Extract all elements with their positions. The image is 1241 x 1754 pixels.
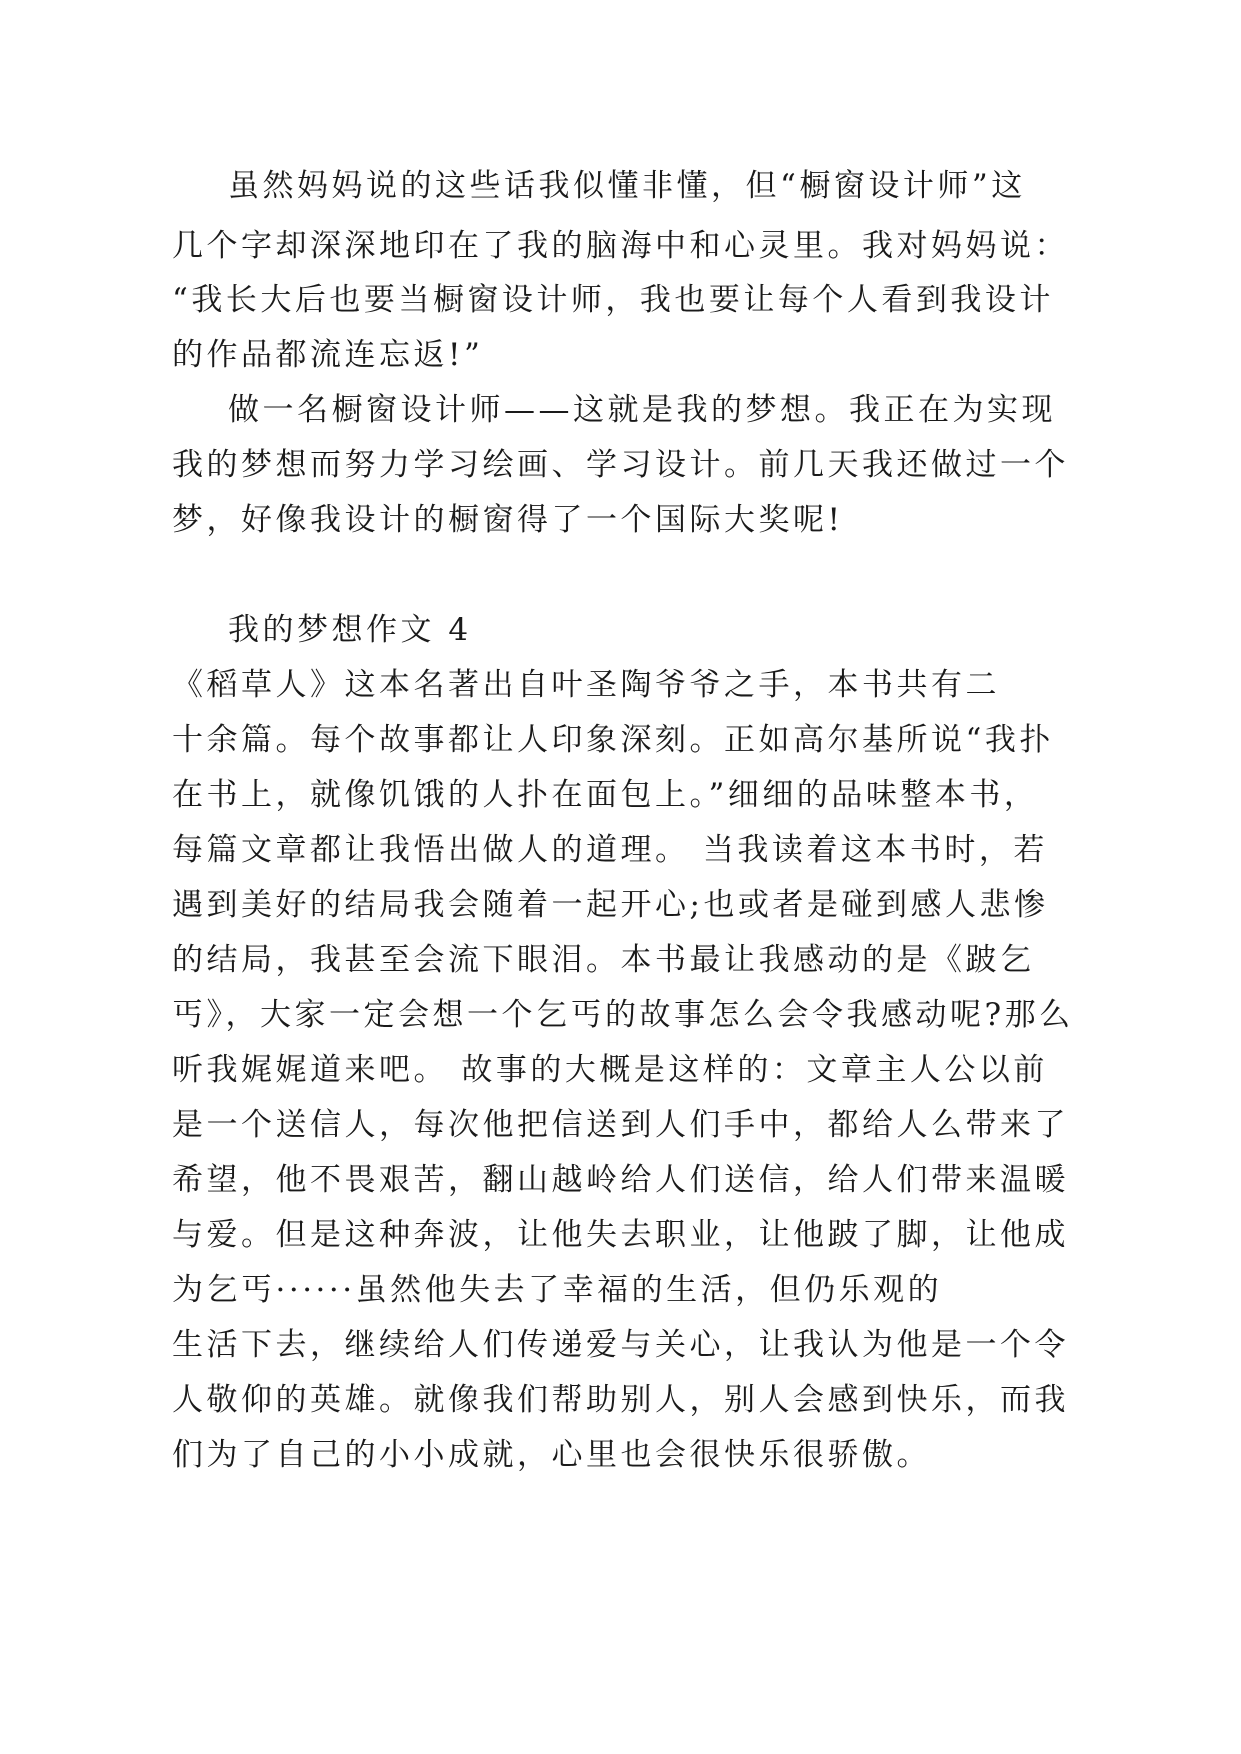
- paragraph-line: 的结局，我甚至会流下眼泪。本书最让我感动的是《跛乞: [172, 942, 1035, 978]
- paragraph-line: 生活下去，继续给人们传递爱与关心，让我认为他是一个令: [172, 1327, 1069, 1363]
- paragraph-line: 做一名橱窗设计师——这就是我的梦想。我正在为实现: [228, 392, 1056, 428]
- paragraph-line: 的作品都流连忘返!”: [172, 337, 484, 373]
- paragraph-line: 丐》，大家一定会想一个乞丐的故事怎么会令我感动呢?那么: [172, 997, 1074, 1033]
- paragraph-line: 遇到美好的结局我会随着一起开心;也或者是碰到感人悲惨: [172, 887, 1049, 923]
- paragraph-line: 我的梦想而努力学习绘画、学习设计。前几天我还做过一个: [172, 447, 1069, 483]
- paragraph-line: 几个字却深深地印在了我的脑海中和心灵里。我对妈妈说：: [172, 228, 1069, 264]
- paragraph-line: 《稻草人》这本名著出自叶圣陶爷爷之手，本书共有二: [172, 667, 1000, 703]
- paragraph-line: 们为了自己的小小成就，心里也会很快乐很骄傲。: [172, 1437, 931, 1473]
- paragraph-line: “我长大后也要当橱窗设计师，我也要让每个人看到我设计: [172, 282, 1054, 318]
- paragraph-line: 十余篇。每个故事都让人印象深刻。正如高尔基所说“我扑: [172, 722, 1054, 758]
- paragraph-line: 为乞丐······虽然他失去了幸福的生活，但仍乐观的: [172, 1272, 943, 1308]
- paragraph-line: 与爱。但是这种奔波，让他失去职业，让他跛了脚，让他成: [172, 1217, 1069, 1253]
- paragraph-line: 希望，他不畏艰苦，翻山越岭给人们送信，给人们带来温暖: [172, 1162, 1069, 1198]
- section-heading: 我的梦想作文 4: [228, 612, 472, 648]
- paragraph-line: 是一个送信人，每次他把信送到人们手中，都给人么带来了: [172, 1107, 1069, 1143]
- paragraph-line: 每篇文章都让我悟出做人的道理。 当我读着这本书时，若: [172, 832, 1048, 868]
- paragraph-line: 虽然妈妈说的这些话我似懂非懂，但“橱窗设计师”这: [228, 168, 1026, 204]
- paragraph-line: 听我娓娓道来吧。 故事的大概是这样的：文章主人公以前: [172, 1052, 1048, 1088]
- paragraph-line: 人敬仰的英雄。就像我们帮助别人，别人会感到快乐，而我: [172, 1382, 1069, 1418]
- paragraph-line: 梦，好像我设计的橱窗得了一个国际大奖呢!: [172, 502, 844, 538]
- paragraph-line: 在书上，就像饥饿的人扑在面包上。”细细的品味整本书，: [172, 777, 1039, 813]
